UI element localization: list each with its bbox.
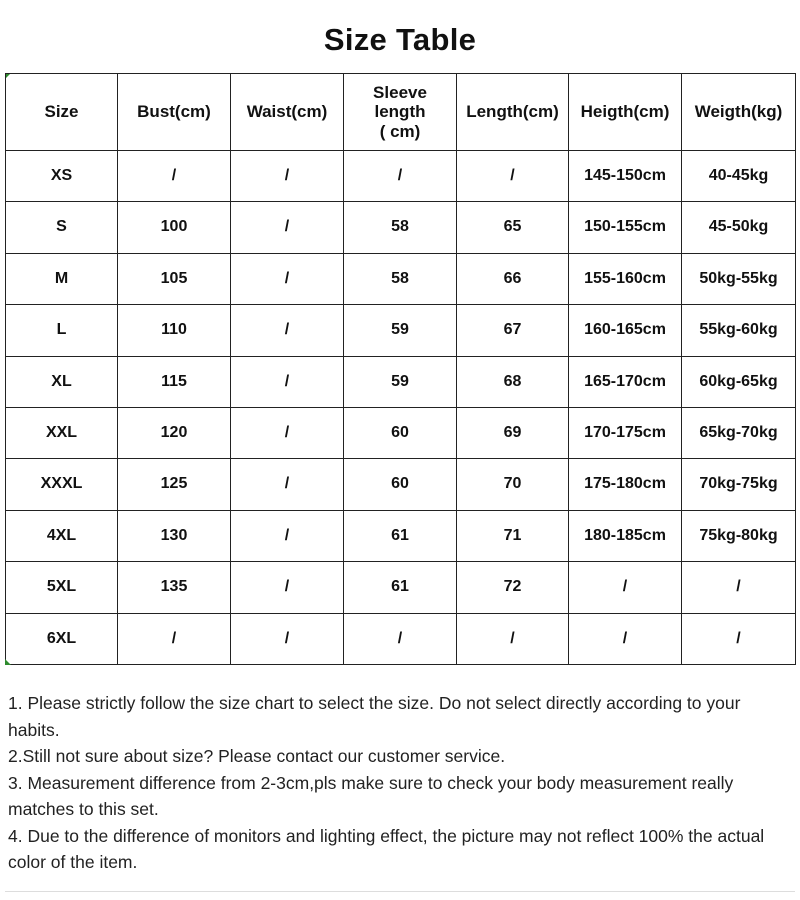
cell-sleeve: 60: [344, 407, 457, 458]
cell-height: 145-150cm: [569, 151, 682, 202]
cell-sleeve: 58: [344, 202, 457, 253]
cell-length: 71: [457, 510, 569, 561]
cell-bust: 115: [118, 356, 231, 407]
cell-size: 5XL: [6, 562, 118, 613]
cell-bust: 105: [118, 253, 231, 304]
cell-waist: /: [231, 459, 344, 510]
cell-sleeve: /: [344, 613, 457, 664]
corner-marker-bottom: [5, 659, 11, 665]
note-3: 3. Measurement difference from 2-3cm,pls make sure to check your body measurement really matches to this set.: [8, 772, 734, 819]
header-sleeve-length: Sleeve length ( cm): [344, 74, 457, 151]
table-row: [6, 407, 796, 458]
cell-height: 170-175cm: [569, 407, 682, 458]
table-row: [6, 562, 796, 613]
cell-weight: /: [682, 562, 796, 613]
cell-height: 175-180cm: [569, 459, 682, 510]
cell-bust: 135: [118, 562, 231, 613]
note-1: 1. Please strictly follow the size chart to select the size. Do not select directly according to your habits.: [8, 693, 741, 740]
cell-height: 180-185cm: [569, 510, 682, 561]
cell-bust: 100: [118, 202, 231, 253]
cell-weight: 60kg-65kg: [682, 356, 796, 407]
cell-weight: 40-45kg: [682, 151, 796, 202]
cell-size: XXXL: [6, 459, 118, 510]
table-row: [6, 253, 796, 304]
cell-length: 67: [457, 305, 569, 356]
cell-waist: /: [231, 562, 344, 613]
cell-size: XS: [6, 151, 118, 202]
header-height: Heigth(cm): [569, 74, 682, 151]
cell-waist: /: [231, 510, 344, 561]
cell-weight: /: [682, 613, 796, 664]
cell-height: 165-170cm: [569, 356, 682, 407]
cell-waist: /: [231, 253, 344, 304]
cell-bust: 125: [118, 459, 231, 510]
note-2: 2.Still not sure about size? Please contact our customer service.: [8, 746, 506, 766]
cell-size: L: [6, 305, 118, 356]
table-row: [6, 305, 796, 356]
size-table: [5, 73, 796, 665]
table-row: [6, 613, 796, 664]
note-4: 4. Due to the difference of monitors and lighting effect, the picture may not reflect 100% the actual color of the item.: [8, 825, 765, 872]
cell-length: 66: [457, 253, 569, 304]
notes-section: [8, 690, 793, 876]
cell-weight: 70kg-75kg: [682, 459, 796, 510]
cell-length: 69: [457, 407, 569, 458]
cell-waist: /: [231, 613, 344, 664]
cell-bust: 120: [118, 407, 231, 458]
header-bust: Bust(cm): [118, 74, 231, 151]
cell-size: XL: [6, 356, 118, 407]
cell-waist: /: [231, 202, 344, 253]
cell-weight: 50kg-55kg: [682, 253, 796, 304]
cell-bust: 130: [118, 510, 231, 561]
table-header-row: [6, 74, 796, 151]
cell-weight: 75kg-80kg: [682, 510, 796, 561]
cell-height: /: [569, 562, 682, 613]
cell-waist: /: [231, 151, 344, 202]
table-row: [6, 202, 796, 253]
cell-sleeve: 61: [344, 510, 457, 561]
cell-size: M: [6, 253, 118, 304]
cell-bust: /: [118, 151, 231, 202]
table-row: [6, 459, 796, 510]
cell-size: S: [6, 202, 118, 253]
cell-sleeve: 59: [344, 356, 457, 407]
cell-sleeve: 59: [344, 305, 457, 356]
cell-weight: 65kg-70kg: [682, 407, 796, 458]
cell-length: 65: [457, 202, 569, 253]
cell-size: 6XL: [6, 613, 118, 664]
cell-sleeve: 61: [344, 562, 457, 613]
cell-waist: /: [231, 407, 344, 458]
cell-size: 4XL: [6, 510, 118, 561]
header-weight: Weigth(kg): [682, 74, 796, 151]
header-length: Length(cm): [457, 74, 569, 151]
cell-weight: 45-50kg: [682, 202, 796, 253]
cell-sleeve: 58: [344, 253, 457, 304]
table-row: [6, 356, 796, 407]
cell-sleeve: /: [344, 151, 457, 202]
cell-waist: /: [231, 305, 344, 356]
table-row: [6, 510, 796, 561]
cell-height: /: [569, 613, 682, 664]
cell-bust: /: [118, 613, 231, 664]
cell-height: 160-165cm: [569, 305, 682, 356]
cell-bust: 110: [118, 305, 231, 356]
page-title: Size Table: [323, 22, 477, 57]
cell-length: /: [457, 151, 569, 202]
cell-size: XXL: [6, 407, 118, 458]
cell-sleeve: 60: [344, 459, 457, 510]
cell-length: 72: [457, 562, 569, 613]
cell-length: 68: [457, 356, 569, 407]
header-size: Size: [6, 74, 118, 151]
table-row: [6, 151, 796, 202]
header-waist: Waist(cm): [231, 74, 344, 151]
cell-weight: 55kg-60kg: [682, 305, 796, 356]
cell-height: 155-160cm: [569, 253, 682, 304]
cell-length: /: [457, 613, 569, 664]
cell-waist: /: [231, 356, 344, 407]
bottom-divider: [5, 891, 795, 892]
cell-length: 70: [457, 459, 569, 510]
cell-height: 150-155cm: [569, 202, 682, 253]
